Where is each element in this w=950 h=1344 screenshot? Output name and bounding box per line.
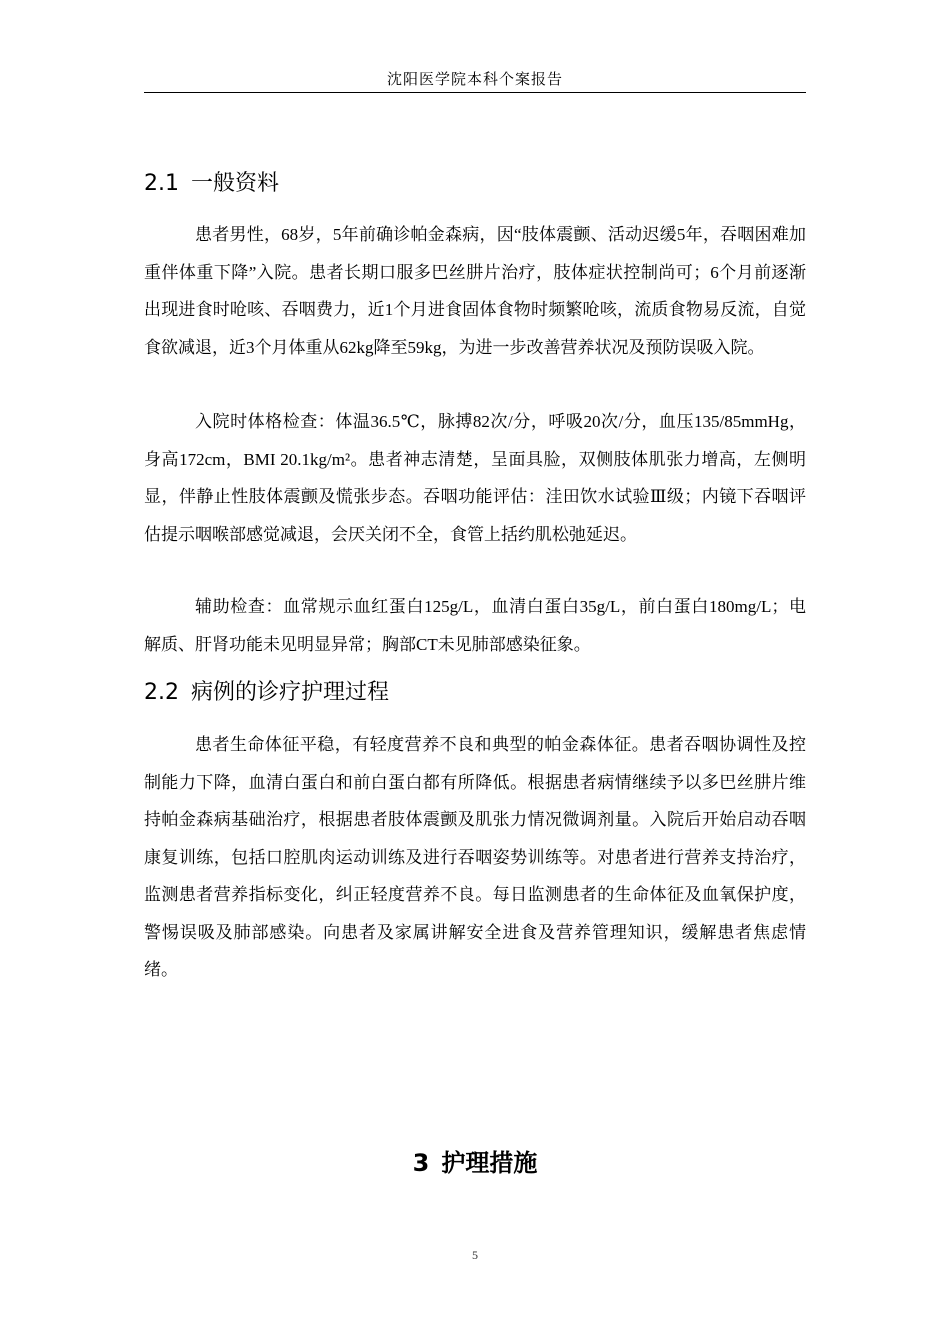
chapter-number: 3 [412,1149,430,1177]
page-header [144,70,806,93]
section-heading-2-2 [144,678,389,708]
paragraph-auxiliary-exam: 辅助检查：血常规示血红蛋白125g/L，血清白蛋白35g/L，前白蛋白180mg/L；电解质、肝肾功能未见明显异常；胸部CT未见肺部感染征象。 [144,597,806,654]
section-number: 2.2 [144,680,179,705]
paragraph-physical-exam: 入院时体格检查：体温36.5℃，脉搏82次/分，呼吸20次/分，血压135/85mmHg，身高172cm，BMI 20.1kg/m²。患者神志清楚，呈面具脸，双侧肢体肌张力增高，左侧明显，伴静止性肢体震颤及慌张步态。吞咽功能评估：洼田饮水试验Ⅲ级；内镜下吞咽评估提示咽喉部感觉减退，会厌关闭不全，食管上括约肌松弛延迟。 [144,412,806,544]
section-number: 2.1 [144,171,179,196]
section-title: 病例的诊疗护理过程 [191,680,390,705]
chapter-heading-3 [0,1148,950,1178]
paragraph-patient-history: 患者男性，68岁，5年前确诊帕金森病，因“肢体震颤、活动迟缓5年，吞咽困难加重伴体重下降”入院。患者长期口服多巴丝肼片治疗，肢体症状控制尚可；6个月前逐渐出现进食时呛咳、吞咽费力，近1个月进食固体食物时频繁呛咳，流质食物易反流，自觉食欲减退，近3个月体重从62kg降至59kg，为进一步改善营养状况及预防误吸入院。 [144,225,806,357]
section-title: 一般资料 [191,171,280,196]
paragraph-treatment-process: 患者生命体征平稳，有轻度营养不良和典型的帕金森体征。患者吞咽协调性及控制能力下降，血清白蛋白和前白蛋白都有所降低。根据患者病情继续予以多巴丝肼片维持帕金森病基础治疗，根据患者肢体震颤及肌张力情况微调剂量。入院后开始启动吞咽康复训练，包括口腔肌肉运动训练及进行吞咽姿势训练等。对患者进行营养支持治疗，监测患者营养指标变化，纠正轻度营养不良。每日监测患者的生命体征及血氧保护度，警惕误吸及肺部感染。向患者及家属讲解安全进食及营养管理知识，缓解患者焦虑情绪。 [144,735,806,979]
header-title: 沈阳医学院本科个案报告 [386,72,563,88]
chapter-title: 护理措施 [441,1149,538,1177]
section-heading-2-1 [144,169,279,199]
page-number: 5 [472,1248,478,1262]
